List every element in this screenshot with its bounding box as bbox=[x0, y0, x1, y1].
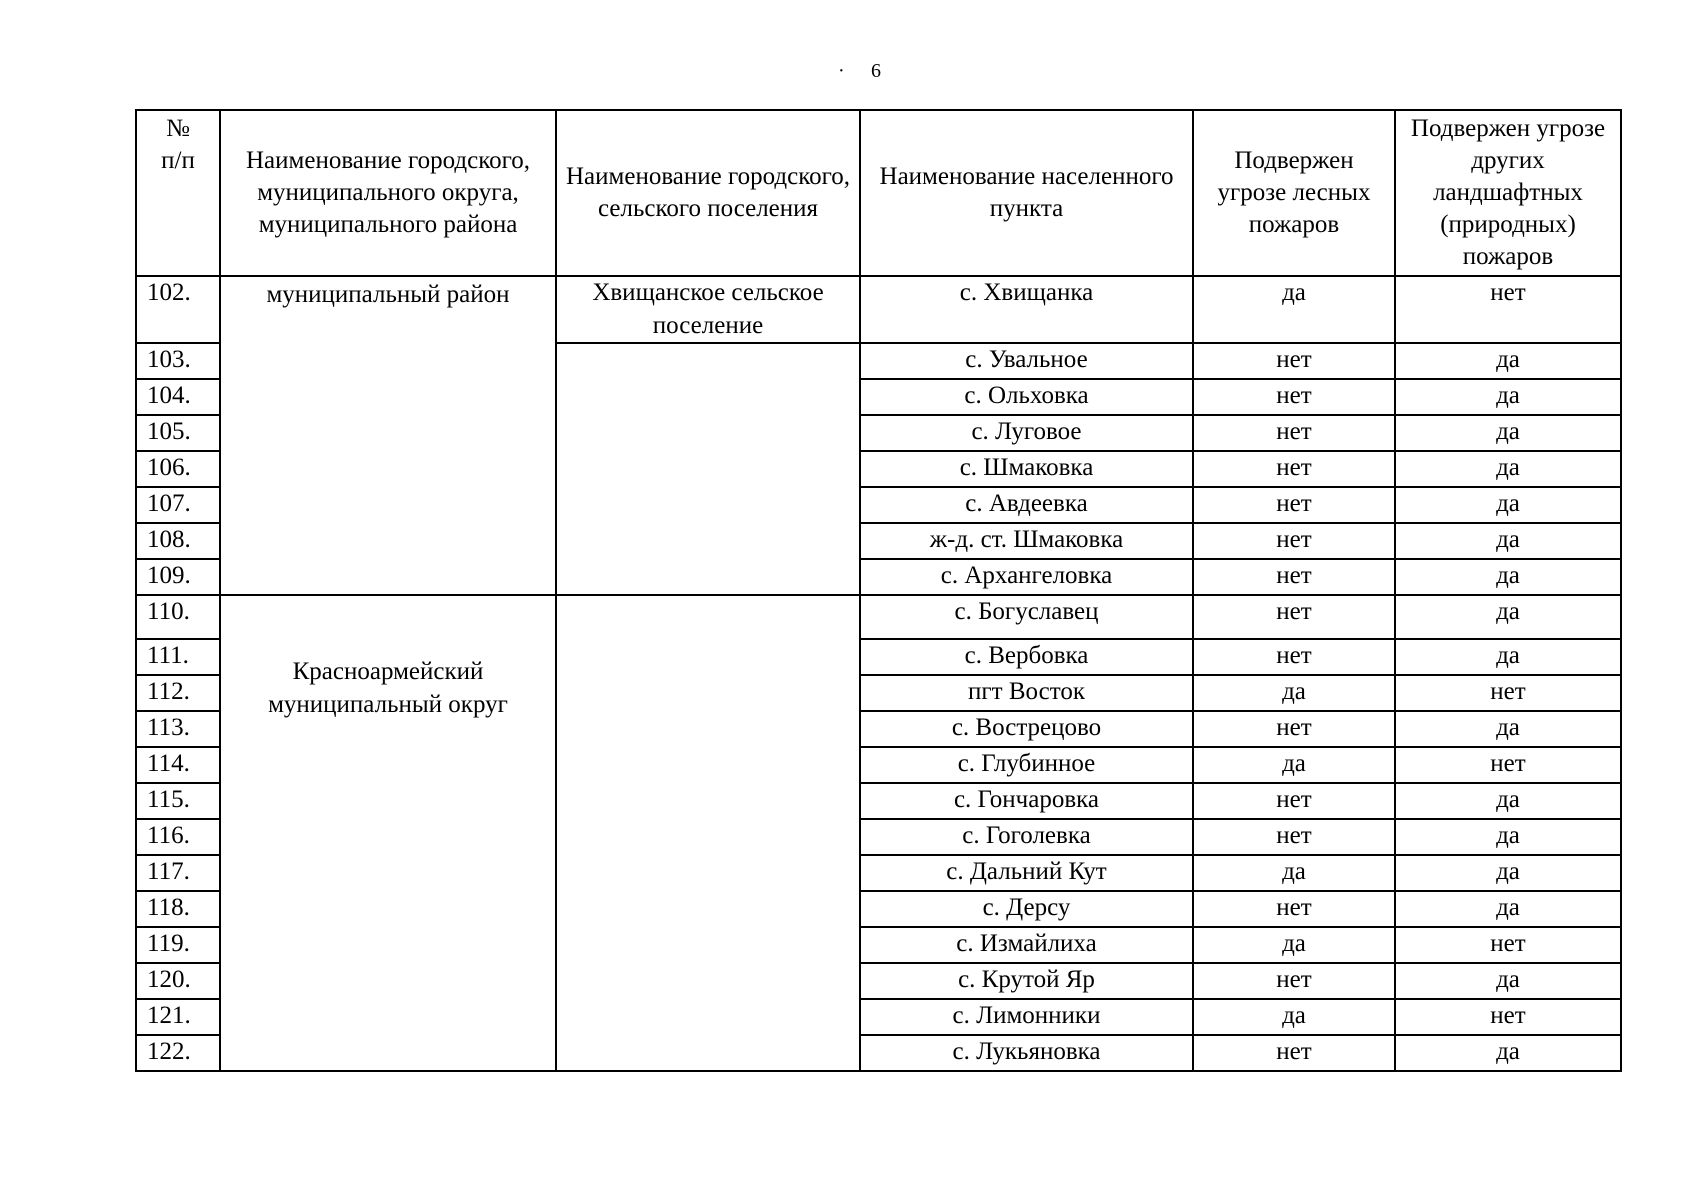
forest-fire-cell: нет bbox=[1193, 891, 1395, 927]
row-number: 106. bbox=[136, 451, 220, 487]
row-number: 115. bbox=[136, 783, 220, 819]
district-cell: муниципальный район bbox=[220, 276, 556, 595]
landscape-fire-cell: да bbox=[1395, 415, 1621, 451]
row-number: 105. bbox=[136, 415, 220, 451]
row-number: 118. bbox=[136, 891, 220, 927]
landscape-fire-cell: да bbox=[1395, 487, 1621, 523]
row-number: 121. bbox=[136, 999, 220, 1035]
settlements-table bbox=[135, 109, 1622, 1072]
settlement-cell-empty bbox=[556, 343, 860, 595]
header-num: № п/п bbox=[136, 110, 220, 276]
forest-fire-cell: нет bbox=[1193, 963, 1395, 999]
settlement-cell: Хвищанское сельское поселение bbox=[556, 276, 860, 343]
landscape-fire-cell: да bbox=[1395, 559, 1621, 595]
forest-fire-cell: нет bbox=[1193, 415, 1395, 451]
forest-fire-cell: нет bbox=[1193, 523, 1395, 559]
forest-fire-cell: нет bbox=[1193, 379, 1395, 415]
locality-cell: с. Архангеловка bbox=[860, 559, 1193, 595]
landscape-fire-cell: да bbox=[1395, 891, 1621, 927]
locality-cell: пгт Восток bbox=[860, 675, 1193, 711]
landscape-fire-cell: нет bbox=[1395, 999, 1621, 1035]
district-cell: Красноармейский муниципальный округ bbox=[220, 595, 556, 1071]
header-forest-fire: Подвержен угрозе лесных пожаров bbox=[1193, 110, 1395, 276]
locality-cell: с. Лимонники bbox=[860, 999, 1193, 1035]
forest-fire-cell: нет bbox=[1193, 783, 1395, 819]
forest-fire-cell: нет bbox=[1193, 639, 1395, 675]
row-number: 110. bbox=[136, 595, 220, 639]
header-locality: Наименование населенного пункта bbox=[860, 110, 1193, 276]
forest-fire-cell: нет bbox=[1193, 487, 1395, 523]
landscape-fire-cell: нет bbox=[1395, 675, 1621, 711]
row-number: 102. bbox=[136, 276, 220, 343]
landscape-fire-cell: нет bbox=[1395, 747, 1621, 783]
landscape-fire-cell: да bbox=[1395, 963, 1621, 999]
forest-fire-cell: нет bbox=[1193, 451, 1395, 487]
row-number: 108. bbox=[136, 523, 220, 559]
locality-cell: ж-д. ст. Шмаковка bbox=[860, 523, 1193, 559]
landscape-fire-cell: да bbox=[1395, 819, 1621, 855]
row-number: 103. bbox=[136, 343, 220, 379]
forest-fire-cell: да bbox=[1193, 675, 1395, 711]
locality-cell: с. Вострецово bbox=[860, 711, 1193, 747]
locality-cell: с. Вербовка bbox=[860, 639, 1193, 675]
landscape-fire-cell: да bbox=[1395, 855, 1621, 891]
locality-cell: с. Дальний Кут bbox=[860, 855, 1193, 891]
forest-fire-cell: да bbox=[1193, 927, 1395, 963]
forest-fire-cell: нет bbox=[1193, 343, 1395, 379]
row-number: 113. bbox=[136, 711, 220, 747]
landscape-fire-cell: да bbox=[1395, 379, 1621, 415]
row-number: 116. bbox=[136, 819, 220, 855]
forest-fire-cell: да bbox=[1193, 276, 1395, 343]
locality-cell: с. Хвищанка bbox=[860, 276, 1193, 343]
landscape-fire-cell: да bbox=[1395, 783, 1621, 819]
header-settlement: Наименование городского, сельского поселения bbox=[556, 110, 860, 276]
table-row bbox=[136, 595, 1621, 639]
row-number: 117. bbox=[136, 855, 220, 891]
row-number: 107. bbox=[136, 487, 220, 523]
row-number: 122. bbox=[136, 1035, 220, 1071]
row-number: 112. bbox=[136, 675, 220, 711]
page-mark: · bbox=[838, 60, 845, 82]
landscape-fire-cell: нет bbox=[1395, 927, 1621, 963]
forest-fire-cell: нет bbox=[1193, 711, 1395, 747]
landscape-fire-cell: да bbox=[1395, 343, 1621, 379]
forest-fire-cell: да bbox=[1193, 747, 1395, 783]
forest-fire-cell: нет bbox=[1193, 595, 1395, 639]
forest-fire-cell: да bbox=[1193, 999, 1395, 1035]
locality-cell: с. Шмаковка bbox=[860, 451, 1193, 487]
locality-cell: с. Дерсу bbox=[860, 891, 1193, 927]
locality-cell: с. Глубинное bbox=[860, 747, 1193, 783]
locality-cell: с. Измайлиха bbox=[860, 927, 1193, 963]
table-body bbox=[136, 276, 1621, 1071]
forest-fire-cell: нет bbox=[1193, 819, 1395, 855]
table-row bbox=[136, 276, 1621, 343]
row-number: 109. bbox=[136, 559, 220, 595]
locality-cell: с. Крутой Яр bbox=[860, 963, 1193, 999]
header-landscape-fire: Подвержен угрозе других ландшафтных (природных) пожаров bbox=[1395, 110, 1621, 276]
locality-cell: с. Ольховка bbox=[860, 379, 1193, 415]
row-number: 104. bbox=[136, 379, 220, 415]
forest-fire-cell: нет bbox=[1193, 559, 1395, 595]
landscape-fire-cell: да bbox=[1395, 451, 1621, 487]
locality-cell: с. Лукьяновка bbox=[860, 1035, 1193, 1071]
row-number: 120. bbox=[136, 963, 220, 999]
header-district: Наименование городского, муниципального округа, муниципального района bbox=[220, 110, 556, 276]
landscape-fire-cell: да bbox=[1395, 523, 1621, 559]
landscape-fire-cell: да bbox=[1395, 595, 1621, 639]
forest-fire-cell: нет bbox=[1193, 1035, 1395, 1071]
locality-cell: с. Богуславец bbox=[860, 595, 1193, 639]
locality-cell: с. Гоголевка bbox=[860, 819, 1193, 855]
forest-fire-cell: да bbox=[1193, 855, 1395, 891]
landscape-fire-cell: да bbox=[1395, 711, 1621, 747]
locality-cell: с. Авдеевка bbox=[860, 487, 1193, 523]
locality-cell: с. Гончаровка bbox=[860, 783, 1193, 819]
row-number: 114. bbox=[136, 747, 220, 783]
landscape-fire-cell: да bbox=[1395, 639, 1621, 675]
landscape-fire-cell: нет bbox=[1395, 276, 1621, 343]
locality-cell: с. Увальное bbox=[860, 343, 1193, 379]
table-header bbox=[136, 110, 1621, 276]
row-number: 119. bbox=[136, 927, 220, 963]
settlement-cell-empty bbox=[556, 595, 860, 1071]
row-number: 111. bbox=[136, 639, 220, 675]
locality-cell: с. Луговое bbox=[860, 415, 1193, 451]
landscape-fire-cell: да bbox=[1395, 1035, 1621, 1071]
page-number: 6 bbox=[871, 60, 881, 82]
